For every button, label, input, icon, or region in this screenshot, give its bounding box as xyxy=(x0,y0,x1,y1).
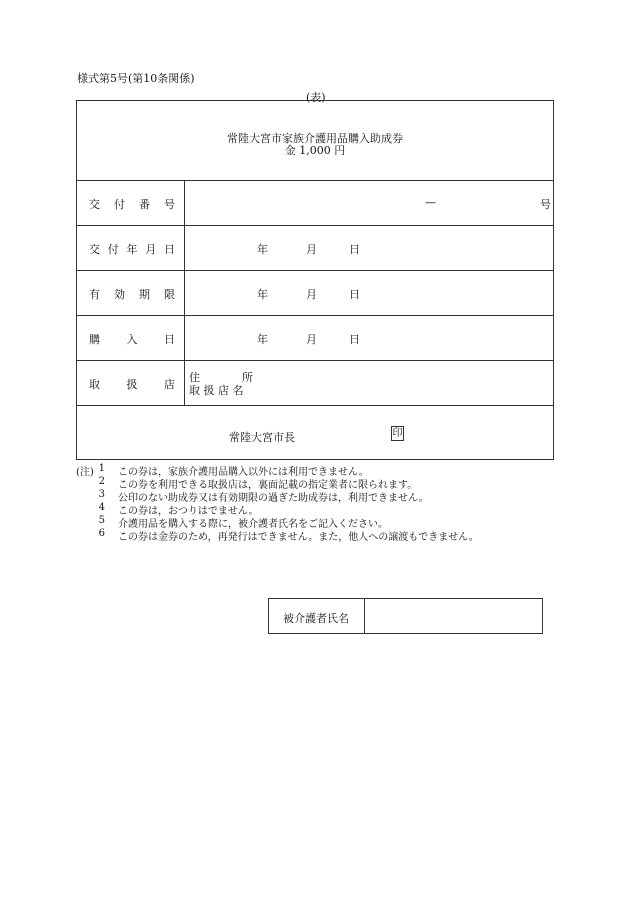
voucher-amount: 金 1,000 円 xyxy=(284,144,346,157)
store-label: 取 扱 店 xyxy=(89,378,175,391)
note-number: 5 xyxy=(98,515,105,526)
official-seal-box: 印 xyxy=(392,428,403,439)
purchase-date-month: 月 xyxy=(306,333,317,346)
issue-number-suffix: 号 xyxy=(540,198,551,211)
recipient-name-label: 被介護者氏名 xyxy=(283,612,349,625)
note-number: 4 xyxy=(98,502,105,513)
row-divider xyxy=(77,180,553,181)
note-text: この券は，おつりはでません。 xyxy=(118,506,259,517)
row-divider xyxy=(77,360,553,361)
issue-number-label: 交 付 番 号 xyxy=(89,198,175,211)
expiry-day: 日 xyxy=(349,288,360,301)
recipient-divider xyxy=(364,599,365,633)
issue-date-year: 年 xyxy=(257,243,268,256)
note-text: この券を利用できる取扱店は，裏面記載の指定業者に限られます。 xyxy=(118,480,418,491)
issue-number-dash: — xyxy=(425,196,436,209)
mayor-label: 常陸大宮市長 xyxy=(229,431,295,444)
voucher-title: 常陸大宮市家族介護用品購入助成券 xyxy=(227,132,403,145)
issue-date-day: 日 xyxy=(349,243,360,256)
note-text: この券は金券のため，再発行はできません。また，他人への譲渡もできません。 xyxy=(118,532,479,543)
note-text: 介護用品を購入する際に，被介護者氏名をご記入ください。 xyxy=(118,519,388,530)
row-divider xyxy=(77,405,553,406)
purchase-date-year: 年 xyxy=(257,333,268,346)
column-divider xyxy=(184,180,185,405)
note-text: この券は，家族介護用品購入以外には利用できません。 xyxy=(118,467,369,478)
form-number-label: 様式第5号(第10条関係) xyxy=(77,72,195,85)
voucher-table xyxy=(76,100,554,460)
note-number: 6 xyxy=(98,528,105,539)
note-number: 2 xyxy=(98,476,105,487)
expiry-label: 有 効 期 限 xyxy=(89,288,175,301)
store-address-label: 住 所 xyxy=(189,371,253,384)
recipient-name-box xyxy=(268,598,543,634)
note-text: 公印のない助成券又は有効期限の過ぎた助成券は，利用できません。 xyxy=(118,493,429,504)
note-number: 1 xyxy=(98,463,105,474)
note-number: 3 xyxy=(98,489,105,500)
issue-date-month: 月 xyxy=(306,243,317,256)
row-divider xyxy=(77,270,553,271)
purchase-date-label: 購 入 日 xyxy=(89,333,175,346)
store-name-label: 取 扱 店 名 xyxy=(189,384,244,397)
expiry-month: 月 xyxy=(306,288,317,301)
notes-prefix: (注) xyxy=(76,467,94,478)
front-side-label: (表) xyxy=(306,91,326,104)
issue-date-label: 交 付 年 月 日 xyxy=(89,243,175,256)
row-divider xyxy=(77,225,553,226)
purchase-date-day: 日 xyxy=(349,333,360,346)
expiry-year: 年 xyxy=(257,288,268,301)
row-divider xyxy=(77,315,553,316)
